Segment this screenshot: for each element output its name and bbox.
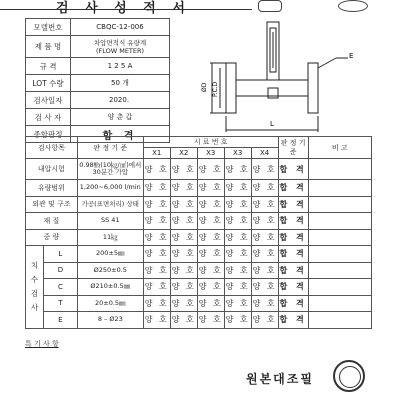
row-remark [308,213,371,230]
col-header-x: X4 [251,148,278,159]
row-standard: 200±5㎜ [77,246,143,263]
notes-label: 특 기 사 항 [25,340,59,348]
row-judge: 합 격 [278,213,308,230]
dim-symbol: E [43,312,77,329]
result-ok: 양 호 [224,295,251,312]
result-ok: 양 호 [251,196,278,213]
drawing-label-e: E [349,52,354,60]
col-header-x: X3 [197,148,224,159]
row-judge: 합 격 [278,295,308,312]
inspection-table [25,136,372,329]
info-value [71,36,170,58]
result-ok: 양 호 [170,196,197,213]
company-seal [333,360,365,392]
flowmeter-drawing [176,18,372,136]
row-remark [308,262,371,279]
info-value: 50 개 [71,75,170,92]
result-ok: 양 호 [197,246,224,263]
col-header-remark: 비 고 [308,137,371,159]
drawing-label-pcd: P.C.D [212,81,219,97]
dim-symbol: L [43,246,77,263]
table-row [26,312,372,329]
result-ok: 양 호 [251,295,278,312]
dim-symbol: D [43,262,77,279]
result-ok: 양 호 [251,180,278,197]
row-remark [308,312,371,329]
result-ok: 양 호 [143,196,170,213]
result-ok: 양 호 [143,262,170,279]
result-ok: 양 호 [170,180,197,197]
result-ok: 양 호 [224,229,251,246]
info-label: 모델번호 [26,19,71,36]
info-label: LOT 수량 [26,75,71,92]
col-header-sample: 시 료 번 호 [143,137,278,148]
row-standard: 가공(표면처리) 상태 [77,196,143,213]
row-standard [77,159,143,180]
col-header-standard: 판 정 기 준 [77,137,143,159]
col-header-x: X1 [143,148,170,159]
col-header-x: X3 [224,148,251,159]
table-row [26,159,372,180]
info-label: 검 사 자 [26,109,71,126]
info-label: 종합판정 [26,126,71,143]
certified-copy-signature: 원본대조필 [246,372,314,386]
row-item: 중 량 [26,229,78,246]
row-standard: Ø250±0.5 [77,262,143,279]
row-judge: 합 격 [278,262,308,279]
row-remark [308,196,371,213]
result-ok: 양 호 [251,213,278,230]
dim-symbol: T [43,295,77,312]
result-ok: 양 호 [170,262,197,279]
standard-line: 30분간 가압 [92,168,129,176]
row-judge: 합 격 [278,229,308,246]
page-title: 검 사 성 적 서 [56,1,191,16]
table-row [26,180,372,197]
row-judge: 합 격 [278,312,308,329]
left-flange [226,63,236,113]
table-row [26,229,372,246]
info-label: 제 품 명 [26,36,71,58]
result-ok: 양 호 [251,246,278,263]
product-name: 차압면적식 유량계 [93,38,147,47]
info-value: 양 춘 갑 [71,109,170,126]
row-item: 재 질 [26,213,78,230]
result-ok: 양 호 [143,279,170,296]
dim-symbol: C [43,279,77,296]
row-standard: SS 41 [77,213,143,230]
table-row [26,246,372,263]
result-ok: 양 호 [251,229,278,246]
result-ok: 양 호 [143,295,170,312]
col-header-item: 검사항목 [26,137,78,159]
row-item: 유량범위 [26,180,78,197]
result-ok: 양 호 [224,159,251,180]
result-ok: 양 호 [143,229,170,246]
row-remark [308,295,371,312]
table-row [26,279,372,296]
overall-judgement: 합 격 [71,126,170,143]
result-ok: 양 호 [197,279,224,296]
table-row [26,213,372,230]
standard-line: 0.98㎫(10㎏/㎠)에서 [79,160,142,169]
table-row [26,295,372,312]
row-judge: 합 격 [278,196,308,213]
row-remark [308,229,371,246]
result-ok: 양 호 [197,262,224,279]
result-ok: 양 호 [170,312,197,329]
result-ok: 양 호 [143,246,170,263]
row-standard: 11㎏ [77,229,143,246]
result-ok: 양 호 [197,295,224,312]
result-ok: 양 호 [197,196,224,213]
product-name-en: (FLOW METER) [95,46,145,55]
result-ok: 양 호 [251,159,278,180]
result-ok: 양 호 [197,180,224,197]
result-ok: 양 호 [170,159,197,180]
table-row [26,262,372,279]
dim-group-label: 치 수 검 사 [26,246,44,329]
drawing-label-d: ØD [201,82,208,92]
result-ok: 양 호 [224,246,251,263]
result-ok: 양 호 [143,159,170,180]
info-value: 1 2 5 A [71,58,170,75]
result-ok: 양 호 [224,279,251,296]
result-ok: 양 호 [197,213,224,230]
row-remark [308,180,371,197]
result-ok: 양 호 [224,213,251,230]
row-remark [308,159,371,180]
info-label: 검사일자 [26,92,71,109]
result-ok: 양 호 [197,312,224,329]
row-standard: 8 – Ø23 [77,312,143,329]
row-remark [308,246,371,263]
row-standard: Ø210±0.5㎜ [77,279,143,296]
product-info-table [25,18,170,143]
result-ok: 양 호 [251,279,278,296]
info-label: 규 격 [26,58,71,75]
row-item: 내압시험 [26,159,78,180]
col-header-x: X2 [170,148,197,159]
row-judge: 합 격 [278,246,308,263]
result-ok: 양 호 [224,196,251,213]
info-value: 2020. [71,92,170,109]
result-ok: 양 호 [224,262,251,279]
result-ok: 양 호 [170,295,197,312]
result-ok: 양 호 [143,180,170,197]
result-ok: 양 호 [170,246,197,263]
row-judge: 합 격 [278,279,308,296]
result-ok: 양 호 [251,312,278,329]
right-flange [308,63,318,113]
drawing-label-l: L [270,120,274,128]
result-ok: 양 호 [224,180,251,197]
row-standard: 20±0.5㎜ [77,295,143,312]
result-ok: 양 호 [170,229,197,246]
result-ok: 양 호 [197,229,224,246]
row-item: 외관 및 구조 [26,196,78,213]
info-value: CBQC-12-006 [71,19,170,36]
stamp-left [258,0,282,12]
table-row [26,196,372,213]
row-judge: 합 격 [278,180,308,197]
result-ok: 양 호 [143,213,170,230]
result-ok: 양 호 [170,213,197,230]
row-remark [308,279,371,296]
result-ok: 양 호 [224,312,251,329]
result-ok: 양 호 [170,279,197,296]
result-ok: 양 호 [143,312,170,329]
col-header-judge: 판 정 기 준 [278,137,308,159]
row-standard: 1,200~6,000 l/min [77,180,143,197]
row-judge: 합 격 [278,159,308,180]
result-ok: 양 호 [197,159,224,180]
stamp-right [338,0,368,12]
result-ok: 양 호 [251,262,278,279]
